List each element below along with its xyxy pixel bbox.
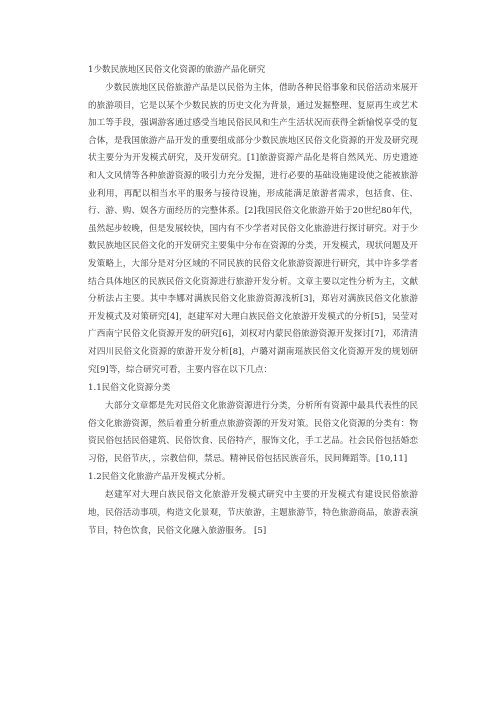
subsection-heading-1-1: 1.1民俗文化资源分类 bbox=[88, 383, 171, 394]
subsection-paragraph-1-1: 大部分文章都是先对民俗文化旅游资源进行分类，分析所有资源中最具代表性的民俗文化旅游资源，然后着重分析重点旅游资源的开发对策。民俗文化资源的分类有：物资民俗包括民俗建筑、民俗饮食、民俗特产，服饰文化，手工艺品。社会民俗包括婚恋习俗，民俗节庆，，宗教信仰，禁忌。精神民俗包括民族音乐，民间舞蹈等。[10,11] bbox=[88, 401, 418, 464]
intro-paragraph: 少数民族地区民俗旅游产品是以民俗为主体，借助各种民俗事象和民俗活动来展开的旅游项目，它是以某个少数民族的历史文化为背景，通过发掘整理、复原再生或艺术加工等手段，强调游客通过感受当地民俗民风和生产生活状况而获得全新愉悦享受的复合体，是我国旅游产品开发的重要组成部分少数民族地区民俗文化资源的开发及研究现状主要分为开发模式研究，及开发研究。[1]旅游资源产品化是将自然风光、历史遗迹和人文风情等各种旅游资源的吸引力充分发掘，进行必要的基础设施建设使之能被旅游业利用，再配以相当水平的服务与接待设施，形成能满足旅游者需求，包括食、住、行、游、购、娱各方面经历的完整体系。[2]我国民俗文化旅游开始于20世纪80年代，虽然起步较晚，但是发展较快，国内有不少学者对民俗文化旅游进行探讨研究。对于少数民族地区民俗文化的开发研究主要集中分布在资源的分类，开发模式，现状问题及开发策略上，大部分是对分区域的不同民族的民俗文化旅游资源进行研究，其中许多学者结合具体地区的民族民俗文化资源进行旅游开发分析。文章主要以定性分析为主，文献分析法占主要。其中李娜对满族民俗文化旅游资源浅析[3]，郑岩对满族民俗文化旅游开发模式及对策研究[4]，赵建军对大理白族民俗文化旅游开发模式的分析[5]，吴莹对广西南宁民俗文化资源开发的研究[6]，刘权对内蒙民俗旅游资源开发探讨[7]，邓清清对四川民俗文化资源的旅游开发分析[8]，卢璐对湖南瑶族民俗文化资源开发的规划研究[9]等，综合研究可看，主要内容在以下几点： bbox=[88, 83, 418, 375]
section-heading: 1少数民族地区民俗文化资源的旅游产品化研究 bbox=[88, 65, 266, 75]
document-body bbox=[88, 64, 418, 543]
subsection-paragraph-1-2: 赵建军对大理白族民俗文化旅游开发模式研究中主要的开发模式有建设民俗旅游地，民俗活动事项，构造文化景观，节庆旅游，主题旅游节，特色旅游商品，旅游表演节目，特色饮食，民俗文化融入旅游服务。 [5] bbox=[88, 490, 418, 536]
subsection-heading-1-2: 1.2民俗文化旅游产品开发模式分析。 bbox=[88, 472, 231, 483]
